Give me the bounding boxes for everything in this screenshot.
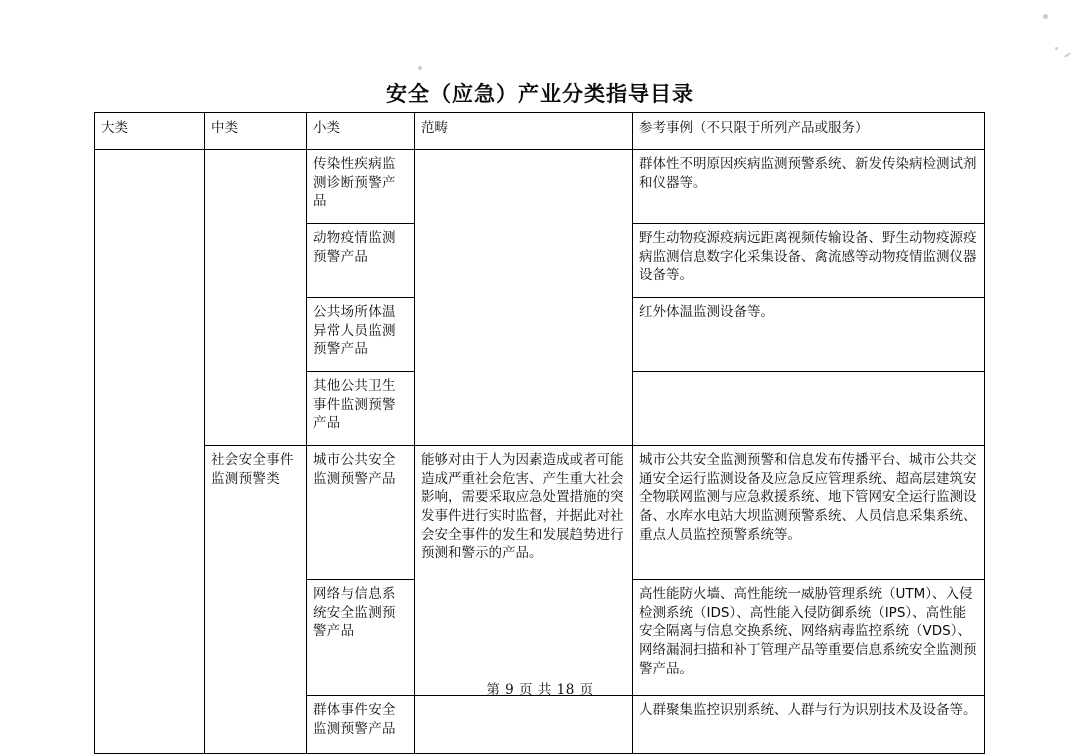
cell-examples: 野生动物疫源疫病远距离视频传输设备、野生动物疫源疫病监测信息数字化采集设备、禽流感等动物疫情监测仪器设备等。 xyxy=(633,224,985,298)
cell-examples: 城市公共安全监测预警和信息发布传播平台、城市公共交通安全运行监测设备及应急反应管理系统、超高层建筑安全物联网监测与应急救援系统、地下管网安全运行监测设备、水库水电站大坝监测预警系统、人员信息采集系统、重点人员监控预警系统等。 xyxy=(633,446,985,580)
column-header-scope: 范畴 xyxy=(415,113,633,150)
scan-artifact xyxy=(418,66,422,70)
table-row xyxy=(95,150,985,224)
column-header-examples: 参考事例（不只限于所列产品或服务） xyxy=(633,113,985,150)
cell-minor-category: 其他公共卫生事件监测预警产品 xyxy=(307,372,415,446)
cell-examples: 高性能防火墙、高性能统一威胁管理系统（UTM）、入侵检测系统（IDS）、高性能入侵防御系统（IPS）、高性能安全隔离与信息交换系统、网络病毒监控系统（VDS）、网络漏洞扫描和补丁管理产品等重要信息系统安全监测预警产品。 xyxy=(633,580,985,696)
table-row xyxy=(95,446,985,580)
cell-scope xyxy=(415,150,633,446)
cell-minor-category: 传染性疾病监测诊断预警产品 xyxy=(307,150,415,224)
column-header-medium: 中类 xyxy=(205,113,307,150)
scan-artifact xyxy=(1064,52,1071,58)
cell-major-category xyxy=(95,150,205,754)
page-footer: 第 9 页 共 18 页 xyxy=(486,682,594,698)
cell-scope: 能够对由于人为因素造成或者可能造成严重社会危害、产生重大社会影响，需要采取应急处置措施的突发事件进行实时监督，并据此对社会安全事件的发生和发展趋势进行预测和警示的产品。 xyxy=(415,446,633,696)
cell-minor-category: 动物疫情监测预警产品 xyxy=(307,224,415,298)
cell-minor-category: 城市公共安全监测预警产品 xyxy=(307,446,415,580)
cell-examples: 群体性不明原因疾病监测预警系统、新发传染病检测试剂和仪器等。 xyxy=(633,150,985,224)
cell-minor-category: 公共场所体温异常人员监测预警产品 xyxy=(307,298,415,372)
column-header-major: 大类 xyxy=(95,113,205,150)
table-header-row xyxy=(95,113,985,150)
column-header-minor: 小类 xyxy=(307,113,415,150)
cell-minor-category: 群体事件安全监测预警产品 xyxy=(307,696,415,754)
page-title: 安全（应急）产业分类指导目录 xyxy=(386,81,694,106)
classification-table xyxy=(94,112,985,754)
cell-examples: 人群聚集监控识别系统、人群与行为识别技术及设备等。 xyxy=(633,696,985,754)
scan-artifact xyxy=(1043,14,1048,19)
cell-examples xyxy=(633,372,985,446)
cell-scope xyxy=(415,696,633,754)
cell-minor-category: 网络与信息系统安全监测预警产品 xyxy=(307,580,415,696)
cell-medium-category: 社会安全事件监测预警类 xyxy=(205,446,307,754)
cell-examples: 红外体温监测设备等。 xyxy=(633,298,985,372)
cell-medium-category xyxy=(205,150,307,446)
scan-artifact xyxy=(1055,47,1058,50)
